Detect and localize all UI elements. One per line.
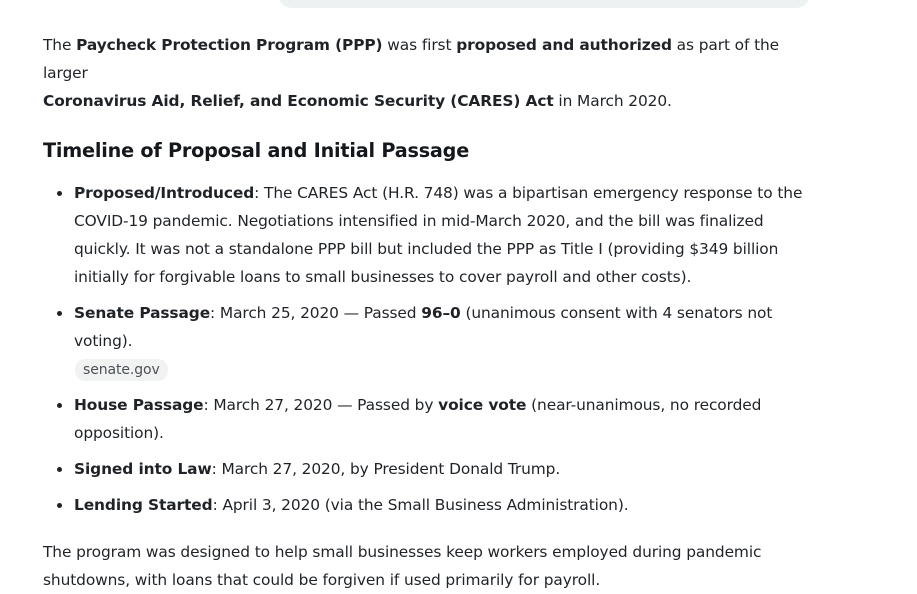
list-item-text: : March 27, 2020, by President Donald Trump.: [211, 460, 561, 478]
intro-bold-ppp: Paycheck Protection Program (PPP): [76, 36, 383, 54]
intro-text: was first: [382, 36, 457, 54]
list-item-senate: [74, 299, 823, 383]
intro-text: The: [43, 36, 77, 54]
intro-paragraph: [43, 31, 823, 115]
list-item-label: Proposed/Introduced: [74, 184, 255, 202]
list-item-text: : March 27, 2020 — Passed by: [203, 396, 439, 414]
intro-text: as part of the larger: [43, 36, 780, 82]
list-item-label: House Passage: [74, 396, 204, 414]
list-item-signed: [74, 455, 823, 483]
list-item-label: Lending Started: [74, 496, 213, 514]
timeline-heading: Timeline of Proposal and Initial Passage: [43, 139, 470, 162]
intro-bold-proposed: proposed and authorized: [456, 36, 672, 54]
list-item-text: : March 25, 2020 — Passed: [210, 304, 422, 322]
source-link-chip[interactable]: senate.gov: [75, 359, 168, 381]
list-item-label: Signed into Law: [74, 460, 212, 478]
previous-message-bubble: [278, 0, 810, 8]
vote-type: voice vote: [438, 396, 527, 414]
intro-text: in March 2020.: [553, 92, 672, 110]
list-item-proposed: [74, 179, 823, 291]
intro-bold-cares-act: Coronavirus Aid, Relief, and Economic Security (CARES) Act: [43, 92, 554, 110]
list-item-text: : April 3, 2020 (via the Small Business Administration).: [212, 496, 629, 514]
list-item-label: Senate Passage: [74, 304, 211, 322]
list-item-text: (unanimous consent with 4 senators not voting).: [74, 304, 773, 350]
timeline-list: [43, 179, 823, 519]
closing-paragraph: The program was designed to help small businesses keep workers employed during pandemic shutdowns, with loans that could be forgiven if used primarily for payroll.: [43, 543, 762, 589]
vote-count: 96–0: [421, 304, 461, 322]
list-item-text: (near-unanimous, no recorded opposition).: [74, 396, 762, 442]
list-item-house: [74, 391, 823, 447]
list-item-text: : The CARES Act (H.R. 748) was a bipartisan emergency response to the COVID-19 pandemic. Negotiations intensified in mid-March 2020, and the bill was finalized quickly. It was not a standalone PPP bill but included the PPP as Title I (providing $349 billion initially for forgivable loans to small businesses to cover payroll and other costs).: [74, 184, 803, 286]
list-item-lending: [74, 491, 823, 519]
response-content: [43, 31, 823, 594]
